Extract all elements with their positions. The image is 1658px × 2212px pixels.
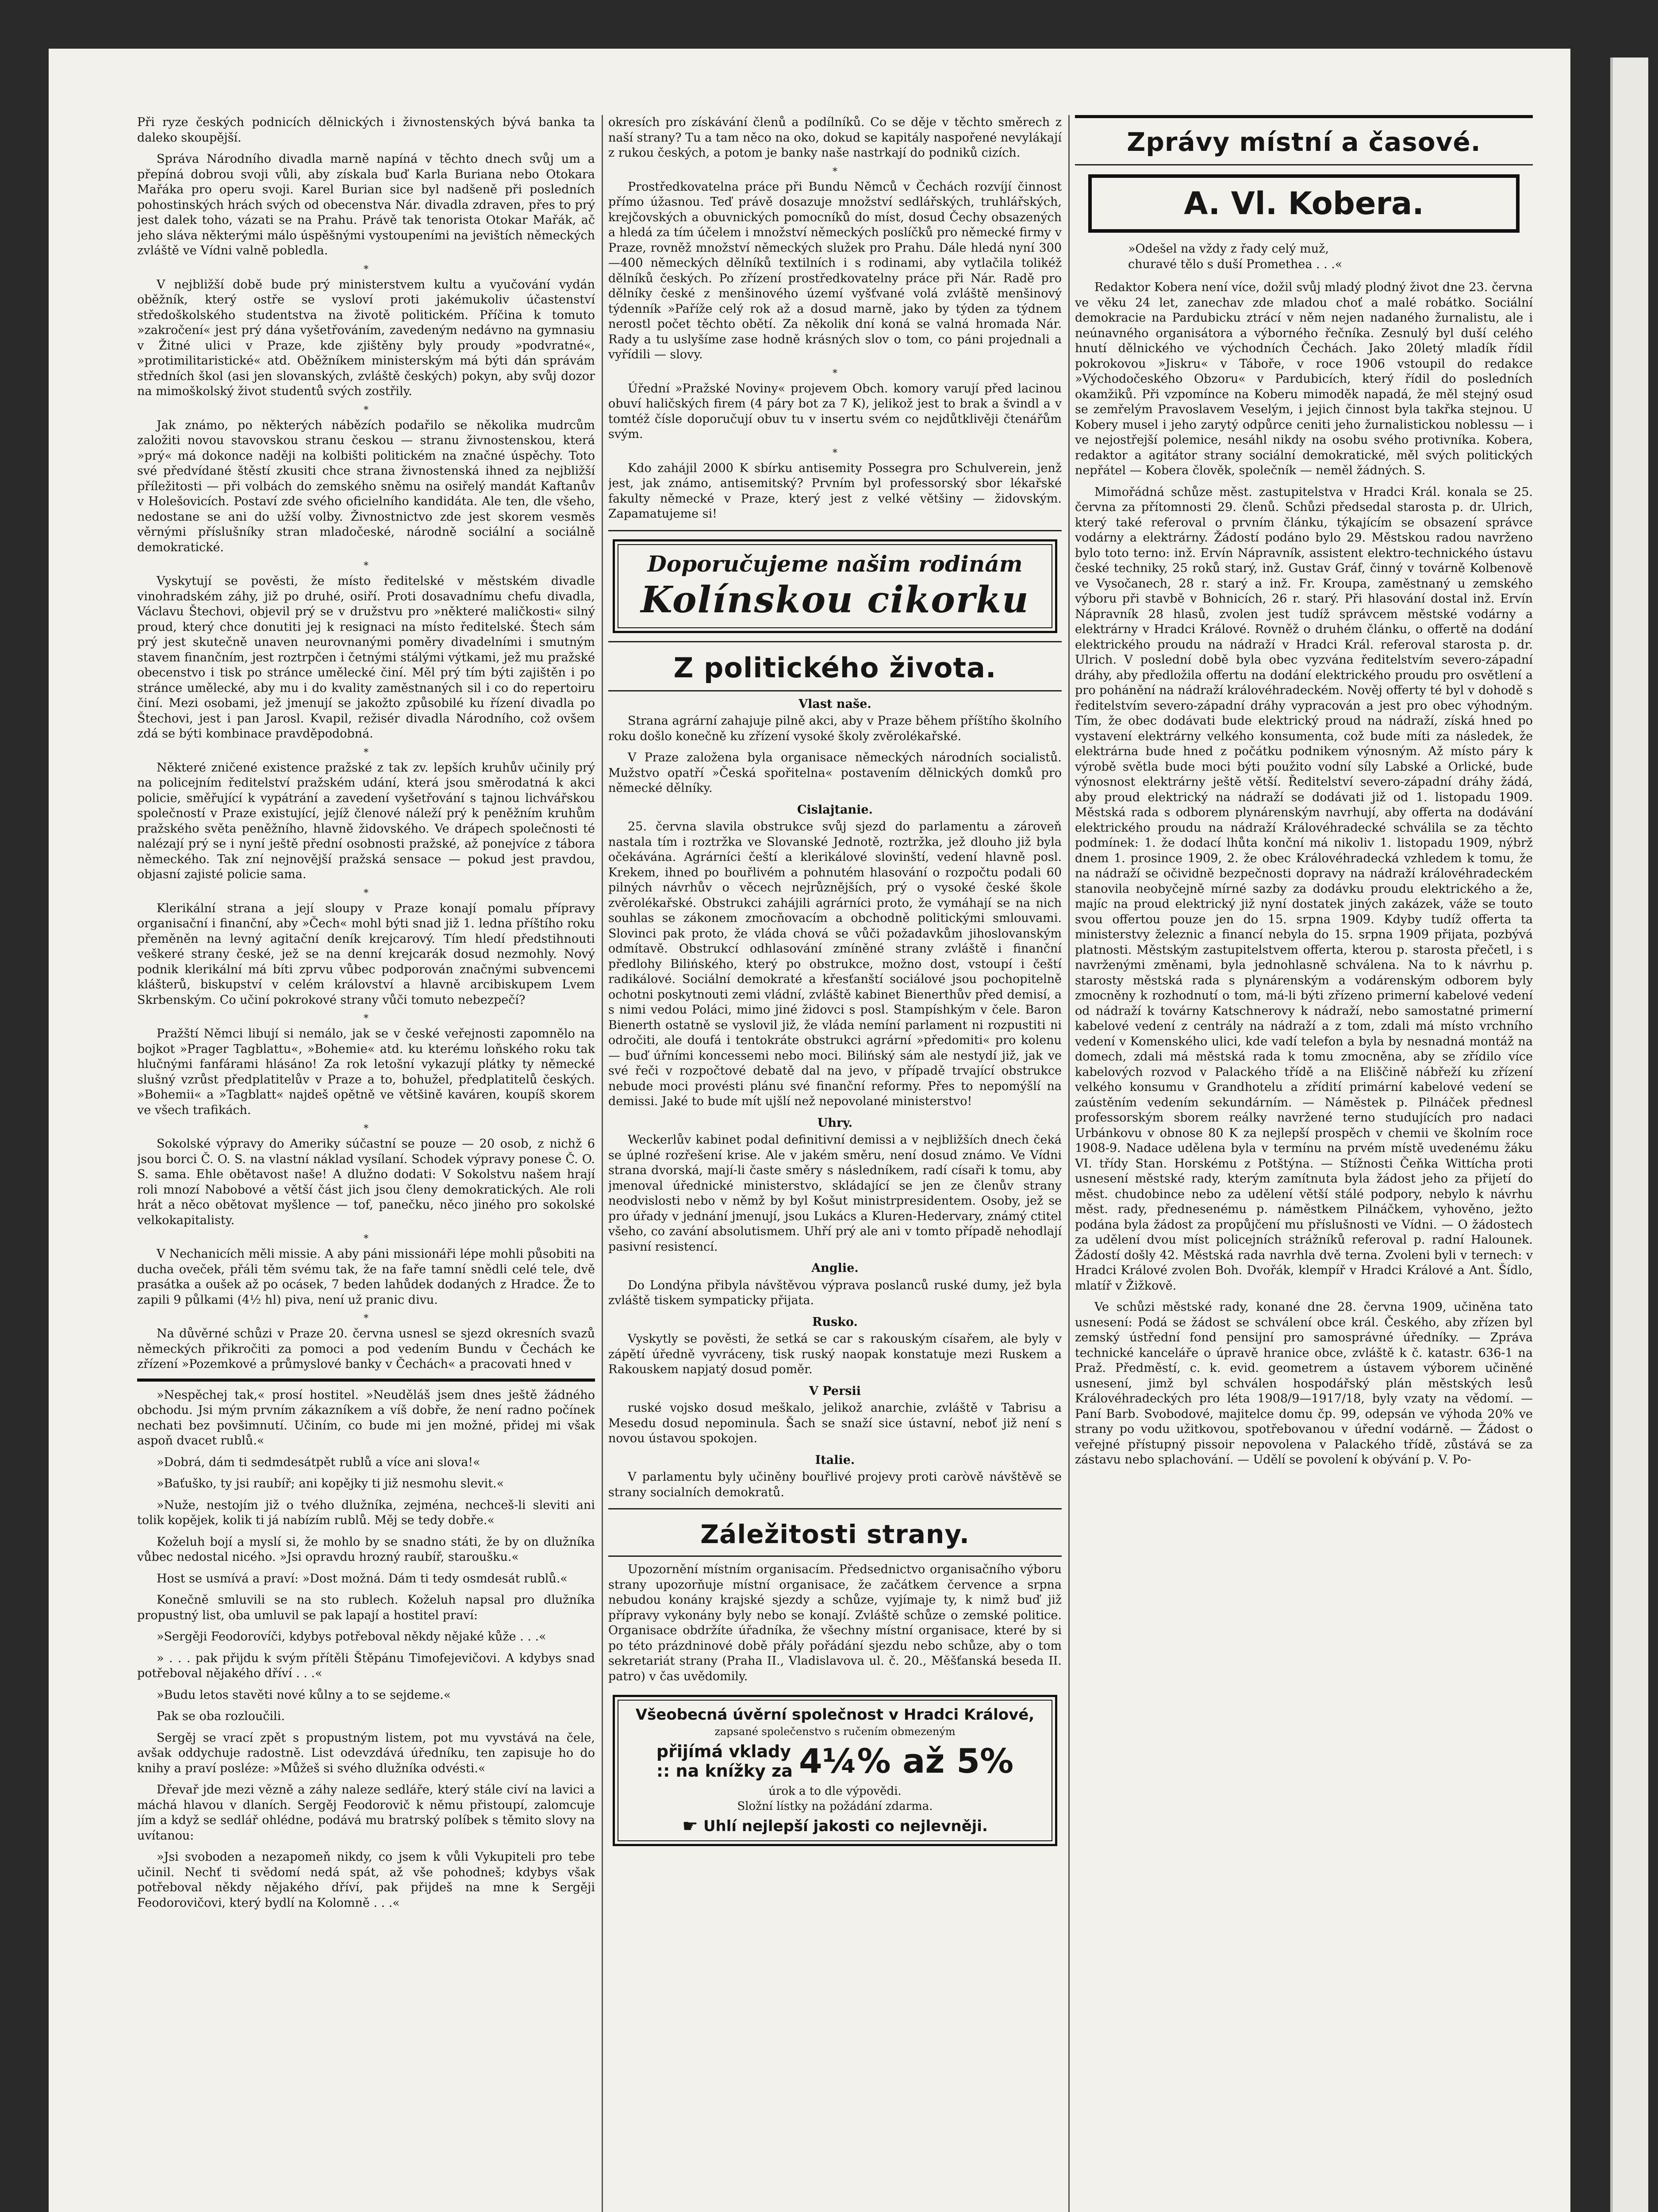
story-paragraph: » . . . pak přijdu k svým přítěli Štěpánu Timofejevičovi. A kdybys snad potřeboval nějakého dříví . . .«	[137, 1651, 595, 1680]
article-paragraph: V nejbližší době bude prý ministerstvem kultu a vyučování vydán oběžník, který ostře se vysloví proti jakémukoliv účastenství středoškolského studentstva na životě politickém. Příčina k tomuto »zakročení« jest prý dána vyšetřováním, zavedeným nedávno na gymnasiu v Žitné ulici v Praze, kde zjištěny byly proudy »podvratné«, »protimilitaristické« atd. Oběžníkem ministerským má býti dán správám středních škol (asi jen slovanských, zvláště českých) pokyn, aby svůj dozor na mimoškolský život studentů svých zostřily.	[137, 277, 595, 398]
section-divider	[608, 1555, 1062, 1557]
article-paragraph: Jak známo, po některých nábězích podařilo se několika mudrcům založiti novou stavovskou stranu českou — stranu živnostenskou, která »prý« má dokonce naději na kolbišti politickém na značné úspěchy. Toto své předvídané štěstí zkusiti chce strana živnostenská ihned za nejbližší příležitosti — při volbách do zemského sněmu na osiřelý mandát Kaftanův v Holešovicích. Postaví zde svého oficielního kandidáta. Ale ten, dle všeho, nedostane se ani do užší volby. Živnostnictvo zde jest skorem vesměs věrnými příslušníky stran mladočeské, národně sociální a sociálně demokratické.	[137, 418, 595, 554]
article-paragraph: Strana agrární zahajuje pilně akci, aby v Praze během příštího školního roku došlo konečně ku zřízení vysoké školy zvěrolékařské.	[608, 714, 1062, 743]
advertisement-bank	[613, 1695, 1057, 1846]
story-paragraph: »Sergěji Feodorovíči, kdybys potřeboval někdy nějaké kůže . . .«	[157, 1630, 546, 1644]
article-paragraph: Do Londýna přibyla návštěvou výprava poslanců ruské dumy, jež byla zvláště tiskem sympaticky přijata.	[608, 1278, 1062, 1307]
ad-bank-line: úrok a to dle výpovědi.	[768, 1785, 902, 1798]
separator-star: *	[833, 166, 837, 177]
column-right	[1075, 115, 1533, 2212]
story-paragraph: »Nespěchej tak,« prosí hostitel. »Neuděláš jsem dnes ještě žádného obchodu. Jsi mým prvním zákazníkem a víš dobře, že není radno počínek nechati bez povšimnutí. Učiním, co bude mi jen možné, přidej mi však aspoň dvacet rublů.«	[137, 1388, 595, 1448]
separator-star: *	[833, 368, 837, 379]
obituary-title-box	[1088, 174, 1520, 233]
column-left	[137, 115, 595, 2212]
ad-bank-slogan: ☛ Uhlí nejlepší jakosti co nejlevněji.	[682, 1816, 988, 1836]
separator-star: *	[833, 447, 837, 459]
subsection-title: Anglie.	[811, 1261, 859, 1275]
separator-star: *	[364, 561, 368, 572]
subsection-title: Rusko.	[812, 1315, 858, 1329]
newspaper-page	[49, 49, 1570, 2212]
story-paragraph: »Jsi svoboden a nezapomeň nikdy, co jsem k vůli Vykupiteli pro tebe učinil. Nechť ti svědomí nedá spát, až vše pohodneš; kdybys však potřeboval někdy nějakého dříví, pak přijdeš na mne k Sergěji Feodorovičovi, který bydlí na Kolomně . . .«	[137, 1850, 595, 1910]
article-paragraph: Kdo zahájil 2000 K sbírku antisemity Possegra pro Schulverein, jenž jest, jak známo, antisemitský? Prvním byl professorský sbor lékařské fakulty německé v Praze, který jest z velké většiny — židovským. Zapamatujeme si!	[608, 461, 1062, 521]
story-paragraph: Koželuh bojí a myslí si, že mohlo by se snadno státi, že by on dlužníka vůbec nedostal nicého. »Jsi opravdu hrozný raubíř, staroušku.«	[137, 1535, 595, 1564]
article-paragraph: Některé zničené existence pražské z tak zv. lepších kruhův učinily prý na policejním ředitelství pražském udání, která jsou směrodatná k akci policie, směřující k vypátrání a zavedení vyšetřování s tajnou lichvářskou společností v Praze existující, jejíž členové náleží prý k peněžním kruhům pražského světa peněžního, hlavně židovského. Ve drápech společnosti té nalézají prý se i nyní ještě přední osobnosti pražské, až ponejvíce z tábora německého. Tak zní nejnovější pražská sensace — pokud jest pravdou, objasní zajisté policie sama.	[137, 760, 595, 881]
story-paragraph: Sergěj se vrací zpět s propustným listem, pot mu vyvstává na čele, avšak oddychuje radostně. List odevzdává úředníku, ten zapisuje ho do knihy a praví posléze: »Můžeš si svého dlužníka odvésti.«	[137, 1731, 595, 1775]
section-divider	[608, 530, 1062, 531]
separator-star: *	[364, 264, 368, 275]
article-paragraph: Pražští Němci libují si nemálo, jak se v české veřejnosti zapomnělo na bojkot »Prager Tagblattu«, »Bohemie« atd. ku kterému loňského roku tak hlučnými fanfárami hlásáno! Za rok letošní vykazují plátky ty německé slušný vzrůst předplatitelův v Praze a to, bohužel, předplatitelů českých. »Bohemii« a »Tagblatt« najdeš opětně ve většině kaváren, koupíš skorem ve všech trafikách.	[137, 1027, 595, 1117]
story-paragraph: Host se usmívá a praví: »Dost možná. Dám ti tedy osmdesát rublů.«	[157, 1571, 568, 1586]
section-heading-local-news: Zprávy místní a časové.	[1127, 127, 1481, 157]
article-paragraph: Při ryze českých podnicích dělnických i živnostenských bývá banka ta daleko skoupější.	[137, 115, 595, 145]
ad-rates-line: :: na knížky za	[656, 1761, 793, 1781]
story-paragraph: »Nuže, nestojím již o tvého dlužníka, zejména, nechceš-li sleviti ani tolik kopějek, kolik ti já nabízím rublů. Měj se tedy dobře.«	[137, 1498, 595, 1527]
subsection-title: V Persii	[809, 1384, 861, 1398]
ad-bank-subtitle: zapsané společenstvo s ručením obmezeným	[714, 1725, 956, 1738]
article-paragraph: V Praze založena byla organisace německých národních socialistů. Mužstvo opatří »Česká spořitelna« postavením dělnických domků pro německé dělníky.	[608, 751, 1062, 795]
ad-bank-line: Složní lístky na požádání zdarma.	[737, 1800, 933, 1813]
section-divider	[1075, 115, 1533, 118]
section-heading-party: Záležitosti strany.	[700, 1519, 970, 1549]
article-paragraph: V parlamentu byly učiněny bouřlivé projevy proti caròvě návštěvě se strany socialních demokratů.	[608, 1470, 1062, 1499]
obituary-name: A. Vl. Kobera.	[1184, 185, 1424, 222]
article-paragraph: Vyskytly se pověsti, že setká se car s rakouským císařem, ale byly v zápětí úředně vyvráceny, tisk ruský naopak konstatuje mezi Ruskem a Rakouskem napjatý dosud poměr.	[608, 1332, 1062, 1376]
story-paragraph: Pak se oba rozloučili.	[157, 1709, 285, 1723]
article-paragraph: Redaktor Kobera není více, dožil svůj mladý plodný život dne 23. června ve věku 24 let, zanechav zde mladou choť a malé robátko. Sociální demokracie na Pardubicku ztrácí v něm nejen nadaného žurnalistu, ale i neúnavného organisátora a výborného řečníka. Zesnulý byl duší celého hnutí dělnického ve východních Čechách. Jako 20letý mladík řídil pokrokovou »Jiskru« v Táboře, v roce 1906 vstoupil do redakce »Východočeského Obzoru« v Pardubicích, který řídil do posledních okamžiků. Při vzpomínce na Koberu mimoděk napadá, že měl stejný osud se zemřelým Pravoslavem Veselým, i jejich činnost byla takřka stejnou. U Kobery musel i jeho zarytý odpůrce ceniti jeho žurnalistickou noblessu — i ve nejostřejší polemice, nesáhl nikdy na osobu svého protivníka. Kobera, redaktor a agitátor strany sociální demokratické, měl svých politických nepřátel — Kobera člověk, společník — neměl žádných. S.	[1075, 280, 1533, 477]
separator-star: *	[364, 887, 368, 899]
ad-brand: Kolínskou cikorku	[641, 578, 1029, 621]
separator-star: *	[364, 1013, 368, 1024]
subsection-title: Italie.	[815, 1453, 855, 1467]
column-middle	[608, 115, 1062, 2212]
subsection-title: Uhry.	[817, 1116, 853, 1130]
section-heading-politics: Z politického života.	[673, 651, 997, 684]
section-divider	[608, 1508, 1062, 1509]
ad-bank-name: Všeobecná úvěrní společnost v Hradci Králové,	[635, 1706, 1035, 1724]
section-divider	[608, 641, 1062, 642]
adjacent-page-edge	[1610, 58, 1648, 2212]
separator-star: *	[364, 1233, 368, 1244]
separator-star: *	[364, 747, 368, 758]
advertisement-chicory	[613, 539, 1057, 633]
subsection-title: Cislajtanie.	[797, 803, 873, 817]
verse-line: »Odešel na vždy z řady celý muž,	[1128, 242, 1329, 256]
article-paragraph: Správa Národního divadla marně napíná v těchto dnech svůj um a přepíná dobrou svoji vůli, aby získala buď Karla Buriana nebo Otokara Mařáka pro operu svoji. Karel Burian sice byl nadšeně při posledních pohostinských hrách svých od obecenstva Nár. divadla zdraven, přes to prý jest dalek toho, vázati se na Prahu. Právě tak tenorista Otokar Mařák, ač jeho sláva některými málo úspěšnými vystoupeními na jevištích německých zvláště ve Vídni valně pobledla.	[137, 152, 595, 257]
story-paragraph: Dřevař jde mezi vězně a záhy naleze sedláře, který stále civí na lavici a máchá hlavou v dlaních. Sergěj Feodorovič k němu přistoupí, zalomcuje jím a když se sedlář ohlédne, podává mu bratrský políbek s těmito slovy na uvítanou:	[137, 1783, 595, 1843]
section-divider	[137, 1379, 595, 1382]
story-paragraph: Konečně smluvili se na sto rublech. Koželuh napsal pro dlužníka propustný list, oba umluvil se pak lapají a hostitel praví:	[137, 1593, 595, 1622]
separator-star: *	[364, 1313, 368, 1324]
separator-star: *	[364, 404, 368, 416]
article-paragraph: Ve schůzi městské rady, konané dne 28. června 1909, učiněna tato usnesení: Podá se žádost se schválení obce král. Českého, aby zřízen byl zemský ústřední fond pensijní pro samosprávné úředníky. — Zpráva technické kanceláře o úpravě hranice obce, zvláště k č. katastr. 636-1 na Praž. Předměstí, c. k. evid. geometrem a ústavem výborem učiněné usnesení, jimž byl schválen hospodářský plán městských lesů Královéhradeckých pro léta 1908/9—1917/18, byly vzaty na vědomí. — Paní Barb. Svobodové, majitelce domu čp. 99, odepsán ve výhoda 20% ve strany po vodu užitkovou, spotřebovanou v úřední vodárně. — Žádost o veřejné přístupný pissoir nepovolena v Palackého třídě, zůstává se za zástavu nebo splachování. — Udělí se povolení k obývání p. V. Po-	[1075, 1300, 1533, 1467]
article-paragraph: Vyskytují se pověsti, že místo ředitelské v městském divadle vinohradském záhy, již po druhé, osiří. Proti dosavadnímu chefu divadla, Václavu Štechovi, objevil prý se v družstvu pro »některé maličkosti« silný proud, který chce donutiti jej k resignaci na místo ředitelské. Štech sám prý jest skutečně unaven neurovnanými poměry divadelními i smutným stavem finančním, jest roztrpčen i četnými stálými výtkami, jež mu pražské obecenstvo i tisk po stránce umělecké činí. Měl prý tím býti zajištěn i po stránce umělecké, aby mu i do kvality zaměstnaných sil i co do repertoiru činí. Mezi osobami, jež jmenují se jakožto způsobilé ku řízení divadla po Štechovi, jest i pan Jarosl. Kvapil, režisér divadla Národního, což ovšem zdá se býti kombinace pravděpodobná.	[137, 574, 595, 741]
article-paragraph: ruské vojsko dosud meškalo, jelikož anarchie, zvláště v Tabrisu a Mesedu dosud nepominula. Šach se snaží sice ústavní, neboť již není s novou ústavou spokojen.	[608, 1401, 1062, 1445]
section-divider	[1075, 164, 1533, 165]
article-paragraph: 25. června slavila obstrukce svůj sjezd do parlamentu a zároveň nastala tím i roztržka ve Slovanské Jednotě, roztržka, jež dlouho již byla očekávána. Agrárníci čeští a klerikálové slovinští, vedení hlavně posl. Krekem, ihned po bouřlivém a pohnutém hlasování o rozpočtu podali 60 pilných návrhův o věcech nejrůznějších, prý o vysoké české škole zvěrolékařské. Obstrukci zahájili agrárníci proto, že vymáhají se na nich souhlas se zákonem zmocňovacím a obchodně politickými smlouvami. Slovinci pak proto, že vláda chová se vůči požadavkům jihoslovanským odmítavě. Obstrukcí odhlasování zmíněné strany zvláště i finanční předlohy Bilińského, který po obstrukce, možno dost, vstoupí i čeští radikálové. Sociální demokraté a křesťanští sociálové jsou pochopitelně ochotni poskytnouti zemi vládní, zvláště kabinet Bienerthův před demisí, a s nimi vedou Poláci, mimo jiné židovci s posl. Stampíshkým v čele. Baron Bienerth ostatně se vyslovil již, že vláda nemíní parlament ni rozpustiti ni odročiti, ale doufá i tentokráte obstrukci agrární »předomiti« pro kolenu — buď úřními koncessemi nebo moci. Bilińský sám ale nestydí již, jak ve své řeči v rozpočtové debatě dal na jevo, v případě trvající obstrukce nebude moci provésti plánu své finanční reformy. Přes to nepomýšlí na demissi. Jaké to bude mít ujšlí než nepovolané ministerstvo!	[608, 820, 1062, 1108]
article-paragraph: Weckerlův kabinet podal definitivní demissi a v nejbližších dnech čeká se úplné rozřešení krise. Ale v jakém směru, není dosud známo. Ve Vídni strana dvorská, mají-li časte směry s následníkem, radí císaři k tomu, aby jmenoval úřednické ministerstvo, skládající se jen ze členův strany neodvislosti nebo v němž by byl Košut ministrpresidentem. Osoby, jež se pro úřady v jednání jmenují, jsou Lukács a Kluren-Hedervary, známý ctitel všeho, co zavání absolutismem. Uhří prý ale ani v tomto případě nehodlají pasivní resistencí.	[608, 1133, 1062, 1254]
story-paragraph: »Dobrá, dám ti sedmdesátpět rublů a více ani slova!«	[157, 1455, 480, 1469]
article-paragraph: Na důvěrné schůzi v Praze 20. června usnesl se sjezd okresních svazů německých přikročiti za pomoci a pod vedením Bundu v Čechách ke zřízení »Pozemkové a průmyslové banky v Čechách« a pracovati hned v	[137, 1327, 595, 1371]
verse-line: churavé tělo s duší Promethea . . .«	[1128, 257, 1343, 271]
article-paragraph: Úřední »Pražské Noviny« projevem Obch. komory varují před lacinou obuví haličských firem (4 páry bot za 7 K), jelikož jest to brak a švindl a v tomtéž čísle doporučují obuv tu v insertu svém co nejdůtklivěji čtenářům svým.	[608, 381, 1062, 441]
article-paragraph: Mimořádná schůze měst. zastupitelstva v Hradci Král. konala se 25. června za přítomnosti 29. členů. Schůzi předsedal starosta p. dr. Ulrich, který také referoval o prvním článku, týkajícím se obsazení správce vodárny a elektrárny. Žádostí podáno bylo 29. Městskou radou navrženo bylo toto terno: inž. Ervín Nápravník, assistent elektro-technického ústavu české techniky, 25 roků starý, inž. Gustav Gráf, činný v továrně Kolbenově ve Vysočanech, 28 r. starý a inž. Fr. Kroupa, zaměstnaný u zemského výboru při stavbě v Bohnicích, 26 r. starý. Při hlasování dostal inž. Ervín Nápravník 28 hlasů, zvolen jest tudíž správcem městské vodárny a elektrárny v Hradci Králové. Rovněž o druhém článku, o offertě na dodání elektrického proudu na nádraží v Hradci Král. referoval starosta p. dr. Ulrich. V poslední době byla obec vyzvána ředitelstvím severo-západní dráhy, aby předložila offertu na dodání elektrického proudu pro osvětlení a pro pohánění na nádraží královéhradeckém. Nověj offerty té byl v dohodě s ředitelstvím severo-západní dráhy vypracován a jest pro obec výhodným. Tím, že obec dodávati bude elektrický proud na nádraží, získá hned po vystavení elektrárny velkého konsumenta, což bude míti za následek, že elektrárna bude hned z počátku podnikem výnosným. Až místo páry k výrobě světla bude moci býti použito vodní síly Labské a Orlické, bude výnosnost elektrárny ještě větší. Ředitelství severo-západní dráhy žádá, aby proud elektrický na nádraží se dodávati již od 1. listopadu 1909. Městská rada s odborem plynárenským navrhují, aby offerta na dodávání elektrického proudu na nádraží Královéhradecké schválila se za těchto podmínek: 1. že dodací lhůta konční má nikoliv 1. listopadu 1909, nýbrž dnem 1. prosince 1909, 2. že obec Královéhradecká vzhledem k tomu, že na nádraží se očividně bezpečnosti dopravy na nádraží královéhradeckém stanovila neobyčejně mírné sazby za dodávku proudu elektrického a že, majíc na proud elektrický již nyní dostatek jiných zakázek, váže se touto svou offertou pouze jen do 15. srpna 1909. Kdyby tudíž offerta ta ministerstvy železnic a financí nebyla do 15. srpna 1909 přijata, pozbývá platnosti. Městským zastupitelstvem offerta, kterou p. starosta přečetl, i s navrženými změnami, byla jednohlasně schválena. Na to k návrhu p. starosty městská rada s plynárenským a vodárenským odborem byly zmocněny k rozhodnutí o tom, má-li býti zřízeno primerní kabelové vedení od nádraží k továrny Katschnerovy k nádraží, nebo samostatné primerní kabelové vedení z centrály na nádraží a z tom, zdali má místo vrchního vedení v Komenského ulici, kde vadí telefon a byla by nesnadná montáž na domech, zdali má městská rada k tomu zmocněna, aby se zřídilo více kabelových rozvod v Palackého třídě a na Eliščině nábřeží ku zřízení velkého konsumu v Grandhotelu a zřídití primární kabelové vedení se zaústěním vedením sekundárním. — Náměstek p. Pilnáček přednesl professorským sborem reálky navržené terno studujících pro nadaci Urbánkovu v obnose 80 K za nejlepší prospěch v chemii ve školním roce 1908-9. Nadace udělena byla v termínu na prvém místě uvedenému žáku VI. třídy Stan. Horskému z Potštýna. — Stížnosti Čeňka Wittícha proti usnesení městské rady, kterým zamítnuta byla žádost jeho za přijetí do měst. chudobince nebo za udělení větší stálé podpory, nebylo k návrhu měst. rady, přednesenému p. náměstkem Pilnáčkem, vyhověno, ježto podána byla žádost za propůjčení mu příslušnosti ve Vídni. — O žádostech za udělení dvou míst policejních strážníků referoval p. radní Halounek. Žádostí došly 42. Městská rada navrhla dvě terna. Zvoleni byli v ternech: v Hradci Králové zvolen Boh. Dvořák, klempíř v Hradci Králové a Ant. Šídlo, mlatíř v Žižkově.	[1075, 485, 1533, 1293]
separator-star: *	[364, 1123, 368, 1134]
article-paragraph: V Nechanicích měli missie. A aby páni missionáři lépe mohli působiti na ducha oveček, přáli těm svému tak, že na faře tamní snědli celé tele, dvě prasátka a oušek až po ocásek, 7 beden lahůdek dodaných z Hradce. Že to zapili 9 půlkami (4½ hl) piva, není už pranic divu.	[137, 1247, 595, 1307]
story-paragraph: »Budu letos stavěti nové kůlny a to se sejdeme.«	[157, 1688, 451, 1702]
article-paragraph: Upozornění místním organisacím. Předsednictvo organisačního výboru strany upozorňuje místní organisace, že začátkem července a srpna nebudou konány krajské sjezdy a schůze, vyjímaje ty, k nimž buď již přípravy vykonány byly nebo se konají. Zvláště schůze o zemské politice. Organisace obdržíte úřadníka, že všechny místní organisace, které by si po této prázdninové době přály pořádání sjezdu nebo schůze, aby o tom sekretariát strany (Praha II., Vladislavova ul. č. 20., Měšťanská beseda II. patro) v čas uvědomily.	[608, 1563, 1062, 1683]
ad-rates-line: přijímá vklady	[656, 1742, 791, 1761]
ad-line: Doporučujeme našim rodinám	[647, 550, 1023, 577]
article-paragraph: Sokolské výpravy do Ameriky súčastní se pouze — 20 osob, z nichž 6 jsou borci Č. O. S. na vlastní náklad vysílaní. Schodek výpravy ponese Č. O. S. sama. Ehle obětavost naše! A dlužno dodati: V Sokolstvu našem hrají roli mnozí Nabobové a větší část jich jsou členy demokratických. Ale roli hrát a něco obětovat myšlence — tof, panečku, něco jiného pro sokolské velkokapitalisty.	[137, 1137, 595, 1227]
ad-rates-row	[621, 1741, 1049, 1781]
subsection-title: Vlast naše.	[798, 697, 871, 711]
ad-rates-value: 4¼% až 5%	[798, 1741, 1014, 1781]
article-paragraph: Prostředkovatelna práce při Bundu Němců v Čechách rozvíjí činnost přímo úžasnou. Teď právě dosazuje množství sedlářských, truhlářských, krejčovských a obuvnických pomocníků do míst, dosud Čechy obsazených a hledá za tím účelem i množství německých poslíčků pro německé firmy v Praze, rovněž množství německých služek pro Prahu. Dále hledá nyní 300—400 německých dělníků textilních i s rodinami, aby vytlačila tolikéž dělníků českých. Po zřízení prostředkovatelny práce při Nár. Radě pro dělníky české z menšinového území vyšťvané volá zvláště menšinový týdenník »Paříže celý rok až a dosud marně, jako by týden za týdnem nerostl počet těchto obětí. Za několik dní koná se valná hromada Nár. Rady a tu uslyšíme zase hodně krásných slov o tom, co páni projednali a vyřídili — slovy.	[608, 180, 1062, 361]
pointing-hand-icon: ☛	[682, 1816, 698, 1836]
article-paragraph: Klerikální strana a její sloupy v Praze konají pomalu přípravy organisační i finanční, aby »Čech« mohl býti snad již 1. ledna příštího roku přeměněn na levný agitační deník krejcarový. Tím hledí předstihnouti veškeré strany české, jež se na denní krejcarák dosud nezmohly. Nový podnik klerikální má bíti zprvu vůbec podporován značnými subvencemi klášterů, biskupství v celém království a hlavně arcibiskupem Lvem Skrbenským. Co učiní pokrokové strany vůči tomuto nebezpečí?	[137, 901, 595, 1007]
column-rule	[602, 115, 603, 2212]
section-divider	[608, 690, 1062, 691]
story-paragraph: »Baťuško, ty jsi raubíř; ani kopějky ti již nesmohu slevit.«	[157, 1477, 504, 1490]
article-paragraph: okresích pro získávání členů a podílníků. Co se děje v těchto směrech z naší strany? Tu a tam něco na oko, dokud se kapitály naspořené nevylákají z rukou českých, a potom je banky naše nastrkají do podniků cizích.	[608, 115, 1062, 160]
column-rule	[1068, 115, 1070, 2212]
feuilleton-story	[137, 1388, 595, 1911]
